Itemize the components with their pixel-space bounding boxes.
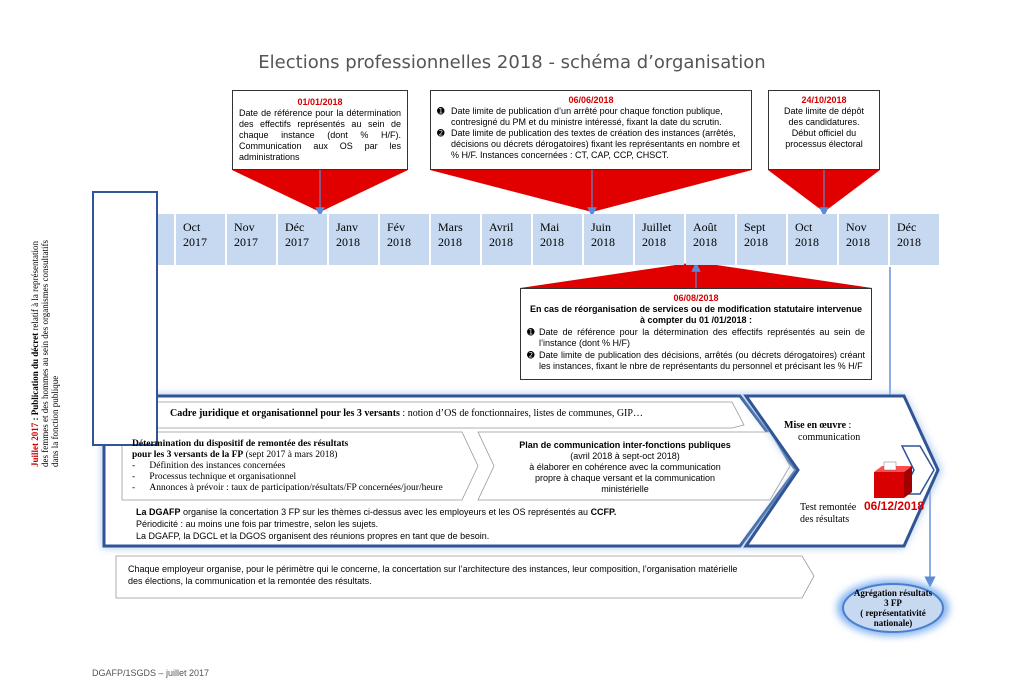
dgafp-line: Périodicité : au moins une fois par trimestre, selon les sujets. bbox=[136, 519, 379, 529]
month-cell bbox=[380, 214, 429, 265]
year-label: 2018 bbox=[387, 235, 411, 249]
page-title: Elections professionnelles 2018 - schéma d’organisation bbox=[258, 52, 766, 73]
month-label: Août bbox=[693, 220, 717, 234]
month-label: Janv bbox=[336, 220, 358, 234]
plan-title: Plan de communication inter-fonctions publiques bbox=[519, 440, 731, 450]
month-cell bbox=[788, 214, 837, 265]
month-label: Nov bbox=[846, 220, 867, 234]
callout-date: 01/01/2018 bbox=[297, 97, 343, 107]
month-cell bbox=[635, 214, 684, 265]
callout-oct-2018 bbox=[768, 90, 880, 170]
month-label: Sept bbox=[744, 220, 766, 234]
month-cell bbox=[278, 214, 327, 265]
callout-line: Début officiel du bbox=[791, 128, 857, 138]
miseenoeuvre-title: Mise en œuvre bbox=[784, 420, 847, 431]
year-label: 2017 bbox=[285, 235, 309, 249]
month-label: Avril bbox=[489, 220, 514, 234]
year-label: 2018 bbox=[795, 235, 819, 249]
dgafp-block bbox=[136, 506, 736, 542]
election-date: 06/12/2018 bbox=[864, 499, 925, 513]
plan-line: ministérielle bbox=[601, 484, 649, 494]
bullet-2-icon: ➋ bbox=[527, 350, 535, 360]
month-cell bbox=[533, 214, 582, 265]
callout-item: Date de référence pour la détermination des effectifs représentés au sein de l’instance (dont % H/F) bbox=[539, 327, 865, 348]
callout-head: En cas de réorganisation de services ou de modification statutaire intervenue à compter du 01 /01/2018 : bbox=[529, 304, 863, 325]
decree-rest: relatif à la représentation des femmes et des hommes au sein des organismes consultatifs dans la fonction publique bbox=[30, 239, 60, 467]
year-label: 2018 bbox=[693, 235, 717, 249]
month-cell bbox=[227, 214, 276, 265]
callout-line: Date limite de dépôt bbox=[783, 106, 865, 116]
callout-line: des candidatures. bbox=[788, 117, 860, 127]
footer: DGAFP/1SGDS – juillet 2017 bbox=[92, 668, 210, 678]
month-cell bbox=[890, 214, 939, 265]
year-label: 2018 bbox=[897, 235, 921, 249]
remontee-item-text: Processus technique et organisationnel bbox=[149, 472, 297, 482]
year-label: 2018 bbox=[846, 235, 870, 249]
callout-jan-2018 bbox=[232, 90, 408, 170]
plan-period: (avril 2018 à sept-oct 2018) bbox=[570, 451, 680, 461]
year-label: 2017 bbox=[183, 235, 207, 249]
month-label: Fév bbox=[387, 220, 405, 234]
employeur-line: Chaque employeur organise, pour le périmètre qui le concerne, la concertation sur l’architecture des instances, leur composition, l’organisation matérielle bbox=[128, 564, 738, 574]
remontee-item: - Définition des instances concernées bbox=[132, 461, 286, 471]
year-label: 2018 bbox=[438, 235, 462, 249]
plan-line: propre à chaque versant et la communication bbox=[534, 473, 716, 483]
year-label: 2018 bbox=[540, 235, 564, 249]
test-line: des résultats bbox=[800, 514, 850, 525]
employeur-line: des élections, la communication et la remontée des résultats. bbox=[128, 576, 372, 586]
aggregation-line: 3 FP bbox=[884, 598, 902, 608]
month-label: Nov bbox=[234, 220, 255, 234]
month-label: Oct bbox=[183, 220, 201, 234]
month-label: Juillet bbox=[642, 220, 672, 234]
callout-aug-2018 bbox=[520, 288, 872, 380]
month-label: Mars bbox=[438, 220, 463, 234]
bullet-1-icon: ➊ bbox=[527, 327, 535, 337]
decree-bold: : Publication du décret bbox=[30, 332, 40, 423]
decree-box bbox=[92, 191, 158, 446]
miseenoeuvre-colon: : bbox=[846, 420, 852, 431]
plan-line: à élaborer en cohérence avec la communication bbox=[529, 462, 721, 472]
aggregation-line: nationale) bbox=[873, 618, 913, 628]
cadre-bold: Cadre juridique et organisationnel pour les 3 versants bbox=[170, 408, 400, 419]
remontee-title2: pour les 3 versants de la FP bbox=[132, 450, 244, 460]
month-cell bbox=[839, 214, 888, 265]
callout-date: 24/10/2018 bbox=[801, 95, 847, 105]
remontee-item-text: Définition des instances concernées bbox=[149, 461, 286, 471]
month-cell bbox=[176, 214, 225, 265]
dgafp-line: organise la concertation 3 FP sur les thèmes ci-dessus avec les employeurs et les OS représentés au bbox=[180, 507, 591, 517]
year-label: 2018 bbox=[744, 235, 768, 249]
remontee-period: (sept 2017 à mars 2018) bbox=[243, 450, 338, 460]
month-cell bbox=[329, 214, 378, 265]
aggregation-line: ( représentativité bbox=[860, 608, 926, 618]
year-label: 2018 bbox=[489, 235, 513, 249]
callout-item: Date limite de publication des décisions, arrêtés (ou décrets dérogatoires) créant les instances, fixant le nbre de représentants du personnel et précisant les % H/F bbox=[539, 350, 865, 371]
aggregation-line: Agrégation résultats bbox=[853, 588, 933, 598]
callout-jun-2018 bbox=[430, 90, 752, 170]
miseenoeuvre-block bbox=[784, 420, 884, 444]
cadre-text bbox=[170, 408, 730, 419]
remontee-block bbox=[132, 439, 472, 494]
dgafp-ccfp: CCFP. bbox=[590, 507, 617, 517]
remontee-item: - Annonces à prévoir : taux de participation/résultats/FP concernées/jour/heure bbox=[132, 483, 443, 493]
remontee-item: - Processus technique et organisationnel bbox=[132, 472, 297, 482]
cadre-rest: : notion d’OS de fonctionnaires, listes de communes, GIP… bbox=[399, 408, 643, 419]
year-label: 2018 bbox=[336, 235, 360, 249]
remontee-title: Détermination du dispositif de remontée des résultats bbox=[132, 439, 349, 449]
month-label: Oct bbox=[795, 220, 813, 234]
remontee-item-text: Annonces à prévoir : taux de participation/résultats/FP concernées/jour/heure bbox=[149, 483, 443, 493]
month-label: Déc bbox=[285, 220, 305, 234]
month-cell bbox=[482, 214, 531, 265]
month-cell bbox=[737, 214, 786, 265]
test-line: Test remontée bbox=[800, 502, 857, 513]
month-cell bbox=[686, 214, 735, 265]
aggregation-block bbox=[843, 588, 943, 628]
bullet-2-icon: ➋ bbox=[437, 128, 445, 138]
callout-line: processus électoral bbox=[785, 139, 863, 149]
bullet-1-icon: ➊ bbox=[437, 106, 445, 116]
decree-date: Juillet 2017 bbox=[30, 422, 40, 467]
year-label: 2018 bbox=[642, 235, 666, 249]
plan-block bbox=[490, 440, 760, 495]
decree-text bbox=[30, 237, 60, 467]
month-cell bbox=[584, 214, 633, 265]
month-label: Juin bbox=[591, 220, 612, 234]
miseenoeuvre-sub: communication bbox=[798, 432, 861, 443]
callout-text: Date de référence pour la détermination des effectifs représentés au sein de chaque instance (dont % H/F). Communication aux OS par les administrations bbox=[239, 108, 401, 162]
dgafp-line: La DGAFP, la DGCL et la DGOS organisent des réunions propres en tant que de besoin. bbox=[136, 531, 490, 541]
callout-item: Date limite de publication des textes de création des instances (arrêtés, décisions ou décrets dérogatoires) fixant les représentants en nombre et % H/F. Instances concernées : CT, CAP, CCP, CHSCT. bbox=[451, 128, 740, 160]
callout-date: 06/08/2018 bbox=[673, 293, 719, 303]
year-label: 2018 bbox=[591, 235, 615, 249]
month-label: Déc bbox=[897, 220, 917, 234]
callout-date: 06/06/2018 bbox=[568, 95, 614, 105]
callout-item: Date limite de publication d’un arrêté pour chaque fonction publique, contresigné du PM et du ministre intéressé, fixant la date du scrutin. bbox=[451, 106, 723, 127]
employeur-block bbox=[128, 563, 808, 587]
callout2-triangle bbox=[430, 170, 752, 212]
dgafp-bold: La DGAFP bbox=[136, 507, 181, 517]
month-label: Mai bbox=[540, 220, 560, 234]
year-label: 2017 bbox=[234, 235, 258, 249]
month-cell bbox=[431, 214, 480, 265]
